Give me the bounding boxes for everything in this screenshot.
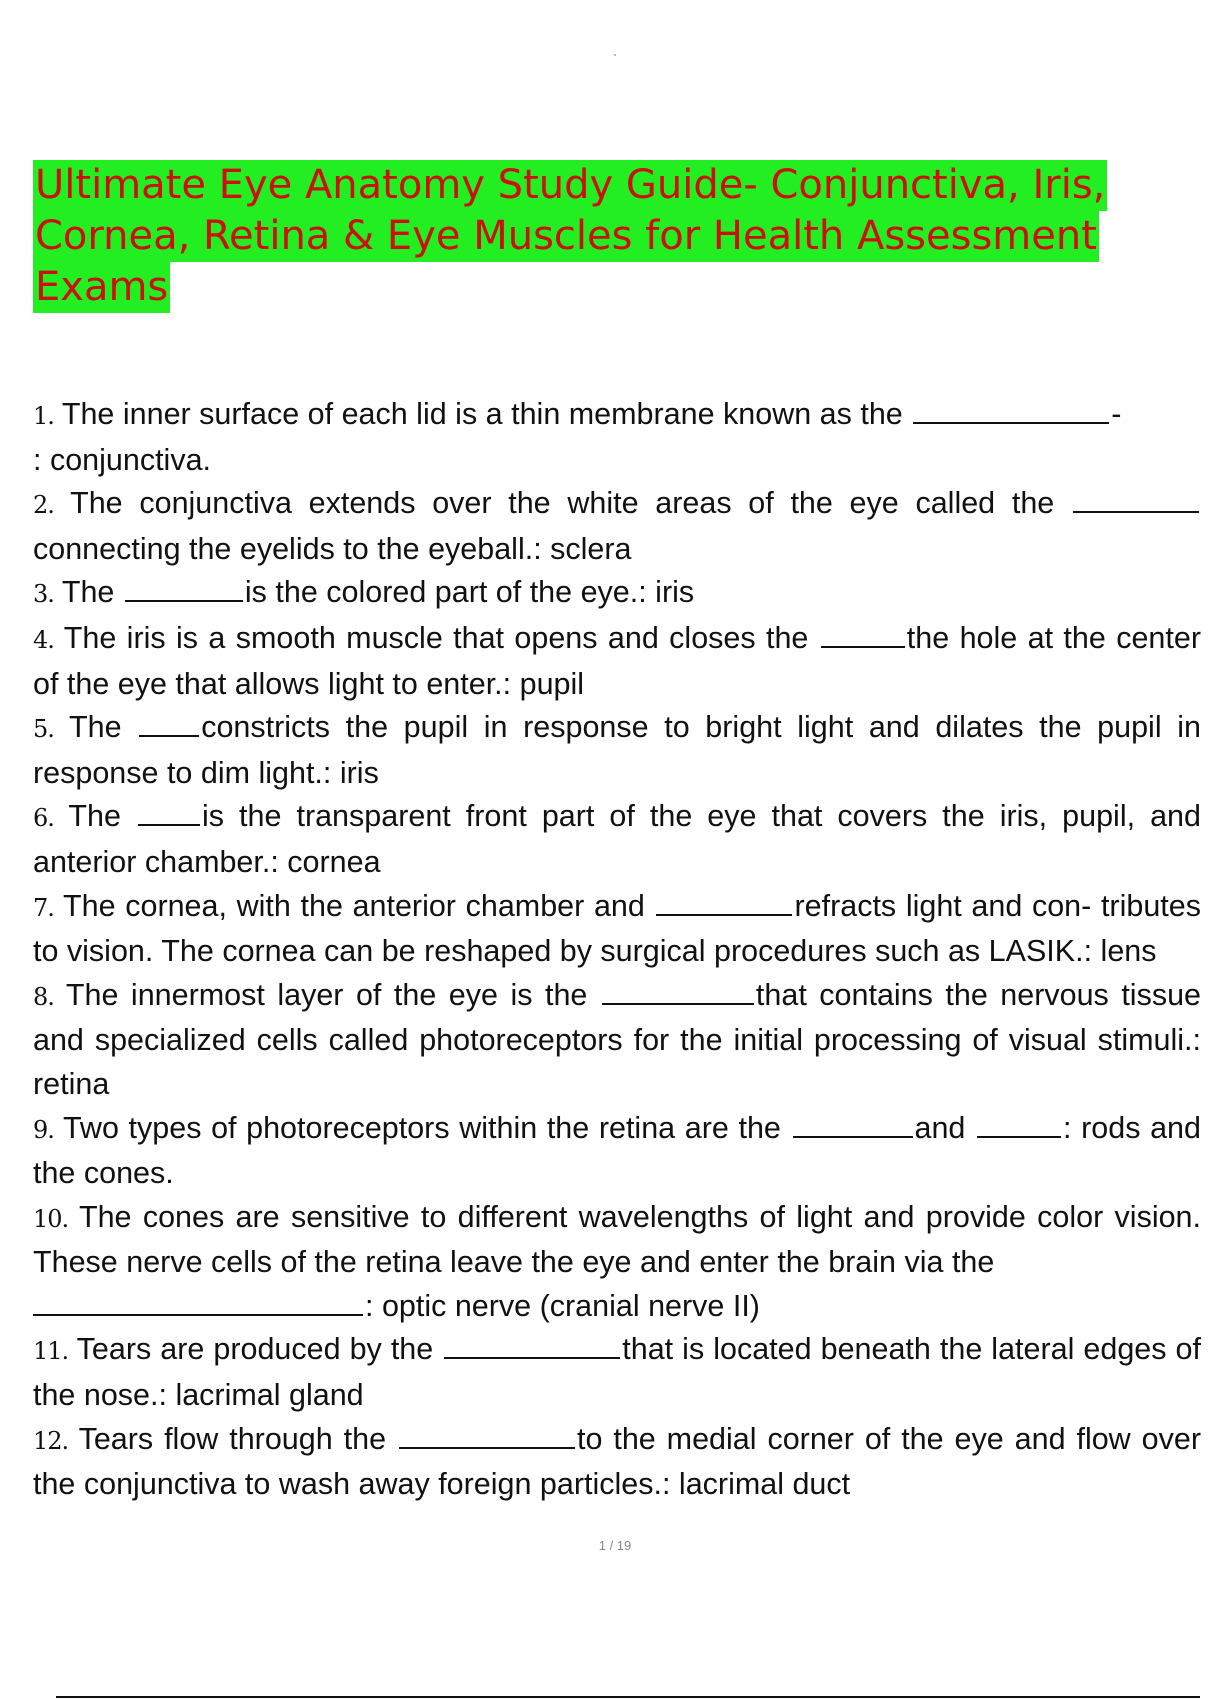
- answer-text: : iris: [638, 575, 695, 610]
- question-text: The cones are sensitive to different wavelengths of light and provide color vision. These nerve cells of the retina leave the eye and enter the brain via the: [33, 1199, 1201, 1280]
- question-text: Two types of photoreceptors within the retina are the: [62, 1110, 781, 1145]
- question-text-after: that contains the nervous tissue and specialized cells called photoreceptors for the initial processing of visual stimuli.: [33, 977, 1201, 1058]
- title-line-1: Ultimate Eye Anatomy Study Guide- Conjunctiva, Iris,: [33, 160, 1107, 211]
- answer-text: : pupil: [502, 666, 585, 701]
- question-item: [33, 1418, 1201, 1507]
- answer-text: : lacrimal gland: [158, 1378, 364, 1413]
- title-line-3: Exams: [33, 262, 170, 313]
- answer-blank: [793, 1108, 913, 1138]
- answer-text: : retina: [33, 1023, 1201, 1101]
- question-number: 1.: [33, 402, 54, 430]
- question-number: 8.: [33, 982, 54, 1011]
- question-text-after: connecting the eyelids to the eyeball.: [33, 531, 534, 566]
- page-speck: [614, 54, 616, 56]
- question-text: The conjunctiva extends over the white areas of the eye called the: [70, 486, 1055, 521]
- question-item: [33, 885, 1201, 974]
- answer-text: : rods and the cones.: [33, 1110, 1201, 1191]
- answer-blank: [602, 975, 754, 1005]
- question-text-after: the hole at the center of the eye that allows light to enter.: [33, 620, 1201, 701]
- question-text-after: that is located beneath the lateral edges of the nose.: [33, 1332, 1201, 1413]
- question-text-after: constricts the pupil in response to bright light and dilates the pupil in response to dim light.: [33, 710, 1201, 790]
- question-text: The: [69, 710, 122, 745]
- question-number: 5.: [33, 715, 54, 744]
- question-text: Tears flow through the: [78, 1421, 387, 1456]
- answer-blank: [125, 572, 243, 602]
- question-text: Tears are produced by the: [76, 1332, 434, 1367]
- question-item: [33, 482, 1201, 571]
- question-text-after: -: [1111, 397, 1122, 431]
- answer-blank: [1073, 483, 1199, 513]
- answer-blank: [139, 707, 199, 737]
- question-number: 6.: [33, 804, 54, 833]
- question-number: 2.: [33, 491, 54, 520]
- question-list: [33, 393, 1201, 1507]
- question-number: 12.: [33, 1426, 69, 1455]
- answer-blank: [399, 1419, 575, 1449]
- answer-text: : cornea: [270, 844, 381, 879]
- question-number: 7.: [33, 893, 54, 922]
- question-item: [33, 393, 1201, 482]
- question-text: The innermost layer of the eye is the: [65, 977, 588, 1012]
- answer-text: : lacrimal duct: [661, 1467, 851, 1502]
- answer-blank: [913, 394, 1109, 424]
- answer-blank: [821, 618, 905, 648]
- question-item: [33, 706, 1201, 795]
- answer-blank: [138, 796, 200, 826]
- question-item: [33, 1328, 1201, 1417]
- question-text-after: to the medial corner of the eye and flow over the conjunctiva to wash away foreign particles.: [33, 1421, 1201, 1502]
- question-item: [33, 1196, 1201, 1329]
- question-number: 9.: [33, 1115, 54, 1144]
- answer-blank: [33, 1286, 363, 1316]
- question-number: 11.: [33, 1337, 69, 1366]
- question-text: The: [61, 575, 115, 610]
- answer-text: : lens: [1083, 934, 1157, 969]
- answer-blank-second: [977, 1108, 1061, 1138]
- question-text: The iris is a smooth muscle that opens and closes the: [63, 620, 809, 655]
- question-text-after: refracts light and con- tributes to vision. The cornea can be reshaped by surgical procedures such as LASIK.: [33, 888, 1201, 969]
- title-line-2: Cornea, Retina & Eye Muscles for Health Assessment: [33, 211, 1099, 262]
- question-number: 3.: [33, 580, 54, 609]
- bottom-divider: [56, 1696, 1200, 1698]
- question-text-after: is the transparent front part of the eye that covers the iris, pupil, and anterior chamber.: [33, 799, 1201, 879]
- document-title: [33, 160, 1183, 313]
- question-text: The cornea, with the anterior chamber and: [63, 888, 645, 923]
- question-item: [33, 795, 1201, 884]
- question-number: 10.: [33, 1204, 69, 1233]
- question-item: [33, 1107, 1201, 1196]
- page-number: 1 / 19: [598, 1538, 632, 1553]
- question-text: The: [68, 799, 121, 834]
- answer-text: : iris: [322, 755, 379, 790]
- question-text: The inner surface of each lid is a thin membrane known as the: [61, 397, 903, 431]
- question-text-after: is the colored part of the eye.: [244, 575, 639, 610]
- answer-blank: [656, 886, 792, 916]
- answer-text: : conjunctiva.: [33, 442, 212, 477]
- question-number: 4.: [33, 625, 54, 654]
- answer-text: : optic nerve (cranial nerve II): [365, 1288, 760, 1323]
- question-item: [33, 571, 1201, 617]
- question-item: [33, 617, 1201, 706]
- question-text-after: and: [914, 1110, 966, 1145]
- answer-text: : sclera: [533, 531, 632, 566]
- answer-blank: [444, 1329, 620, 1359]
- question-item: [33, 974, 1201, 1107]
